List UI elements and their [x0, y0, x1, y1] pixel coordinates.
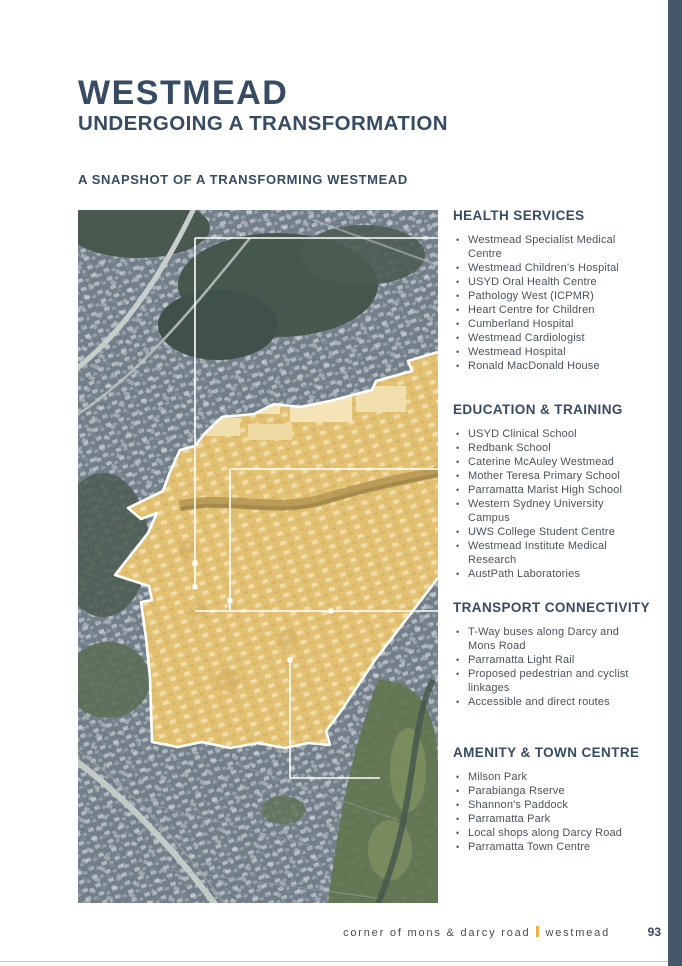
info-section	[453, 402, 659, 581]
bottom-hairline	[0, 961, 682, 962]
footer-location: corner of mons & darcy road	[343, 927, 531, 939]
bullet-icon: •	[456, 319, 460, 329]
westmead-aerial-map	[78, 210, 438, 903]
bullet-icon: •	[456, 569, 460, 579]
list-item-label: UWS College Student Centre	[468, 526, 615, 538]
bullet-icon: •	[456, 842, 460, 852]
list-item-label: Parramatta Park	[468, 813, 551, 825]
list-item-label: Accessible and direct routes	[468, 696, 610, 708]
section-title: AMENITY & TOWN CENTRE	[453, 745, 640, 760]
list-item	[453, 539, 659, 567]
bullet-icon: •	[456, 786, 460, 796]
list-item-label: USYD Oral Health Centre	[468, 276, 597, 288]
footer-place: westmead	[545, 927, 610, 939]
bullet-icon: •	[456, 263, 460, 273]
list-item-label: Mother Teresa Primary School	[468, 470, 620, 482]
info-section	[453, 745, 659, 854]
list-item-label: Parramatta Marist High School	[468, 484, 623, 496]
page-subtitle: UNDERGOING A TRANSFORMATION	[78, 112, 448, 135]
list-item	[453, 653, 659, 667]
section-title: HEALTH SERVICES	[453, 208, 585, 223]
bullet-icon: •	[456, 333, 460, 343]
list-item	[453, 695, 659, 709]
list-item-label: Milson Park	[468, 771, 528, 783]
bullet-icon: •	[456, 305, 460, 315]
list-item-label: USYD Clinical School	[468, 428, 577, 440]
right-edge-bar	[668, 0, 682, 966]
list-item-label: Parramatta Town Centre	[468, 841, 591, 853]
list-item-label: Western Sydney University Campus	[468, 498, 604, 524]
list-item-label: Westmead Cardiologist	[468, 332, 585, 344]
footer	[343, 926, 610, 939]
bullet-icon: •	[456, 235, 460, 245]
section-list	[453, 625, 659, 709]
list-item	[453, 441, 659, 455]
list-item	[453, 275, 659, 289]
bullet-icon: •	[456, 347, 460, 357]
list-item	[453, 625, 659, 653]
bullet-icon: •	[456, 527, 460, 537]
section-list	[453, 770, 659, 854]
list-item-label: Caterine McAuley Westmead	[468, 456, 614, 468]
bullet-icon: •	[456, 814, 460, 824]
bullet-icon: •	[456, 443, 460, 453]
list-item-label: Westmead Specialist Medical Centre	[468, 234, 616, 260]
list-item-label: Proposed pedestrian and cyclist linkages	[468, 668, 629, 694]
section-list	[453, 427, 659, 581]
list-item-label: Westmead Hospital	[468, 346, 566, 358]
list-item-label: T-Way buses along Darcy and Mons Road	[468, 626, 619, 652]
bullet-icon: •	[456, 485, 460, 495]
list-item-label: Westmead Institute Medical Research	[468, 540, 607, 566]
bullet-icon: •	[456, 627, 460, 637]
list-item	[453, 261, 659, 275]
bullet-icon: •	[456, 429, 460, 439]
list-item-label: Parabianga Rserve	[468, 785, 565, 797]
list-item-label: AustPath Laboratories	[468, 568, 580, 580]
info-section	[453, 208, 659, 373]
list-item	[453, 497, 659, 525]
bullet-icon: •	[456, 655, 460, 665]
list-item	[453, 840, 659, 854]
bullet-icon: •	[456, 800, 460, 810]
list-item	[453, 359, 659, 373]
list-item	[453, 483, 659, 497]
list-item	[453, 317, 659, 331]
footer-separator	[536, 926, 539, 937]
list-item	[453, 233, 659, 261]
list-item	[453, 826, 659, 840]
page-title: WESTMEAD	[78, 74, 289, 112]
section-list	[453, 233, 659, 373]
list-item	[453, 667, 659, 695]
list-item-label: Shannon's Paddock	[468, 799, 569, 811]
list-item	[453, 784, 659, 798]
section-title: EDUCATION & TRAINING	[453, 402, 623, 417]
list-item	[453, 331, 659, 345]
list-item-label: Ronald MacDonald House	[468, 360, 600, 372]
bullet-icon: •	[456, 277, 460, 287]
list-item	[453, 525, 659, 539]
list-item	[453, 798, 659, 812]
list-item	[453, 303, 659, 317]
list-item-label: Heart Centre for Children	[468, 304, 595, 316]
bullet-icon: •	[456, 471, 460, 481]
list-item	[453, 427, 659, 441]
bullet-icon: •	[456, 828, 460, 838]
section-title: TRANSPORT CONNECTIVITY	[453, 600, 651, 615]
list-item	[453, 345, 659, 359]
bullet-icon: •	[456, 669, 460, 679]
snapshot-heading: A SNAPSHOT OF A TRANSFORMING WESTMEAD	[78, 172, 408, 187]
list-item-label: Redbank School	[468, 442, 551, 454]
bullet-icon: •	[456, 772, 460, 782]
list-item-label: Local shops along Darcy Road	[468, 827, 623, 839]
list-item	[453, 469, 659, 483]
list-item-label: Westmead Children's Hospital	[468, 262, 619, 274]
list-item	[453, 812, 659, 826]
list-item	[453, 567, 659, 581]
bullet-icon: •	[456, 541, 460, 551]
list-item	[453, 770, 659, 784]
page-number: 93	[647, 925, 661, 939]
list-item-label: Cumberland Hospital	[468, 318, 574, 330]
list-item-label: Pathology West (ICPMR)	[468, 290, 594, 302]
bullet-icon: •	[456, 457, 460, 467]
list-item	[453, 455, 659, 469]
bullet-icon: •	[456, 499, 460, 509]
list-item	[453, 289, 659, 303]
bullet-icon: •	[456, 697, 460, 707]
bullet-icon: •	[456, 361, 460, 371]
aerial-map-svg	[78, 210, 438, 903]
list-item-label: Parramatta Light Rail	[468, 654, 575, 666]
info-section	[453, 600, 659, 709]
bullet-icon: •	[456, 291, 460, 301]
